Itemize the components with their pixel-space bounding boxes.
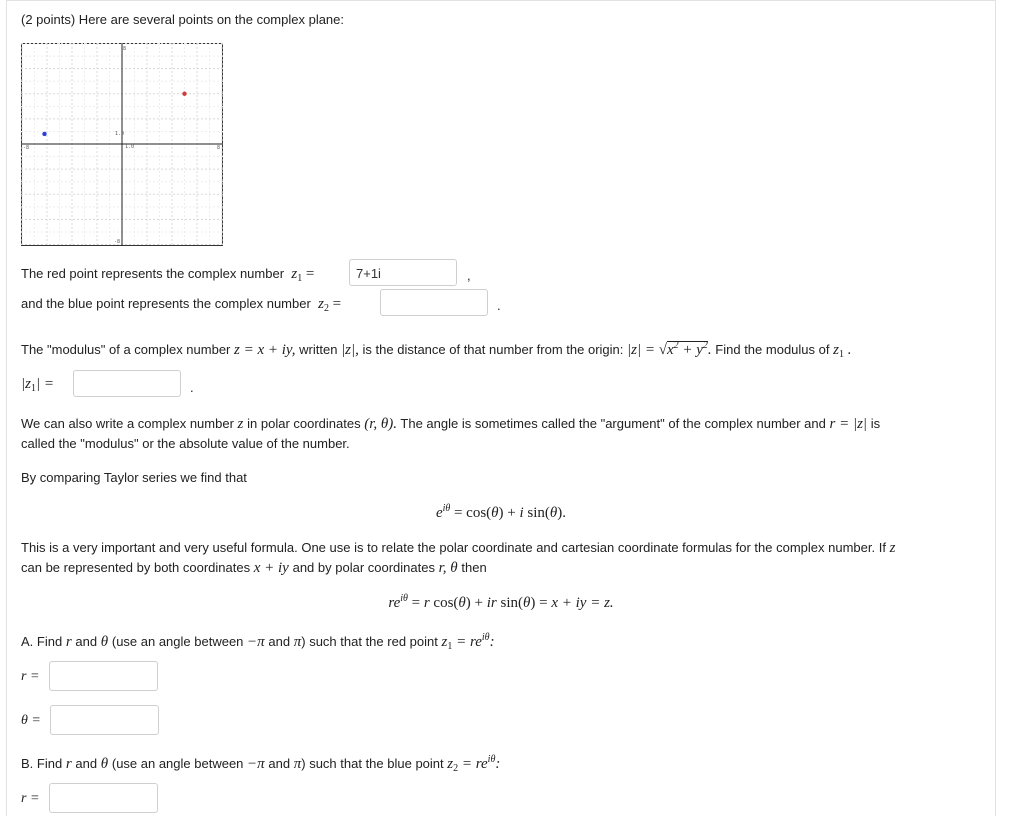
tick-label-x: 1.0 [125, 144, 135, 150]
partB-r-label: r = [21, 791, 40, 806]
partA-r-label: r = [21, 669, 40, 684]
problem-panel: (2 points) Here are several points on the complex plane: 1.0 1.0 -8 8 8 -8 The red point represents the complex number $z_1$ = 7+1i , and the blue point represents the complex number $z_2$ = . The "modulus" of a complex number z = x + iy, written |z|, is the distance of that number from the origin: $|z| = √x^2 + y^2$. Find the modulus of $z_1$ . $|z_1|$ = . We can also write a complex number z in polar coordinates (r, θ). The angle is sometimes called the "argument" of the complex number and r = |z| is called the "modulus" or the absolute value of the number. By comparing Taylor series we find that $e^{i\theta} = \cos(\theta) + i$ sin(θ). This is a very important and very useful formula. One use is to relate the polar coordinate and cartesian coordinate formulas for the complex number. If z can be represented by both coordinates x + iy and by polar coordinates r, θ then $re^{i\theta} = r$ cos(θ) + ir sin(θ) = x + iy = z. A. Find r and θ (use an angle between −π and π) such that the red point $z_1 = re^{i\theta}$: r = θ = B. Find r and θ (use an angle between −π and π) such that the blue point $z_2 = re^{i\theta}$: r = [6, 0, 996, 816]
euler-formula: $e^{i\theta} = \cos(\theta) + i$ sin(θ). [435, 503, 567, 521]
z2-symbol: $z_2$ [314, 296, 330, 314]
modulus-label: $|z_1|$ = [21, 376, 54, 394]
modulus-text: The "modulus" of a complex number [21, 342, 231, 357]
taylor-text: By comparing Taylor series we find that [21, 470, 247, 485]
modulus-desc: is the distance of that number from the origin: [362, 342, 624, 357]
tick-label-xmin: -8 [23, 145, 30, 151]
tick-label-y: 1.0 [115, 131, 125, 137]
modulus-line: The "modulus" of a complex number z = x + iy, written |z|, is the distance of that number from the origin: $|z| = √x^2 + y^2$. Find the modulus of $z_1$ . [21, 340, 852, 360]
complex-plane-graph [21, 43, 223, 246]
partA-theta-input[interactable] [50, 705, 159, 735]
important-line-1: This is a very important and very useful formula. One use is to relate the polar coordinate and cartesian coordinate formulas for the complex number. If z [21, 540, 896, 556]
modulus-answer-input[interactable] [73, 370, 181, 397]
partA-question: A. Find r and θ (use an angle between −π and π) such that the red point $z_1 = re^{i\theta}$: [21, 632, 495, 652]
partA-r-input[interactable] [49, 661, 158, 691]
partB-r-input[interactable] [49, 783, 158, 813]
tick-label-ymax: 8 [123, 46, 127, 52]
q1-blue-text: and the blue point represents the complex number [21, 296, 311, 311]
q1-blue-line: and the blue point represents the complex number $z_2$ = [21, 296, 342, 314]
q1-comma: , [467, 268, 471, 283]
q1-period: . [497, 298, 501, 313]
partB-question: B. Find r and θ (use an angle between −π and π) such that the blue point $z_2 = re^{i\theta}$: [21, 754, 501, 774]
red-point [182, 92, 186, 96]
partA-theta-label: θ = [21, 713, 41, 728]
polar-line-2: called the "modulus" or the absolute value of the number. [21, 436, 350, 451]
q1-red-line: The red point represents the complex number $z_1$ = [21, 266, 315, 284]
tick-label-xmax: 8 [217, 145, 221, 151]
tick-label-ymin: -8 [114, 239, 121, 245]
modulus-written: written [299, 342, 338, 357]
z2-answer-input[interactable] [380, 289, 488, 316]
modulus-find: Find the modulus of [715, 342, 830, 357]
z1-symbol: $z_1$ [287, 266, 303, 284]
important-line-2: can be represented by both coordinates x + iy and by polar coordinates r, θ then [21, 560, 487, 576]
blue-point [42, 132, 46, 136]
polar-line-1: We can also write a complex number z in polar coordinates (r, θ). The angle is sometimes called the "argument" of the complex number and r = |z| is [21, 416, 881, 432]
intro-text: (2 points) Here are several points on the complex plane: [21, 12, 345, 27]
z1-answer-input[interactable]: 7+1i [349, 259, 457, 286]
polar-formula: $re^{i\theta} = r$ cos(θ) + ir sin(θ) = x + iy = z. [388, 593, 614, 611]
q1-red-text: The red point represents the complex number [21, 266, 285, 281]
